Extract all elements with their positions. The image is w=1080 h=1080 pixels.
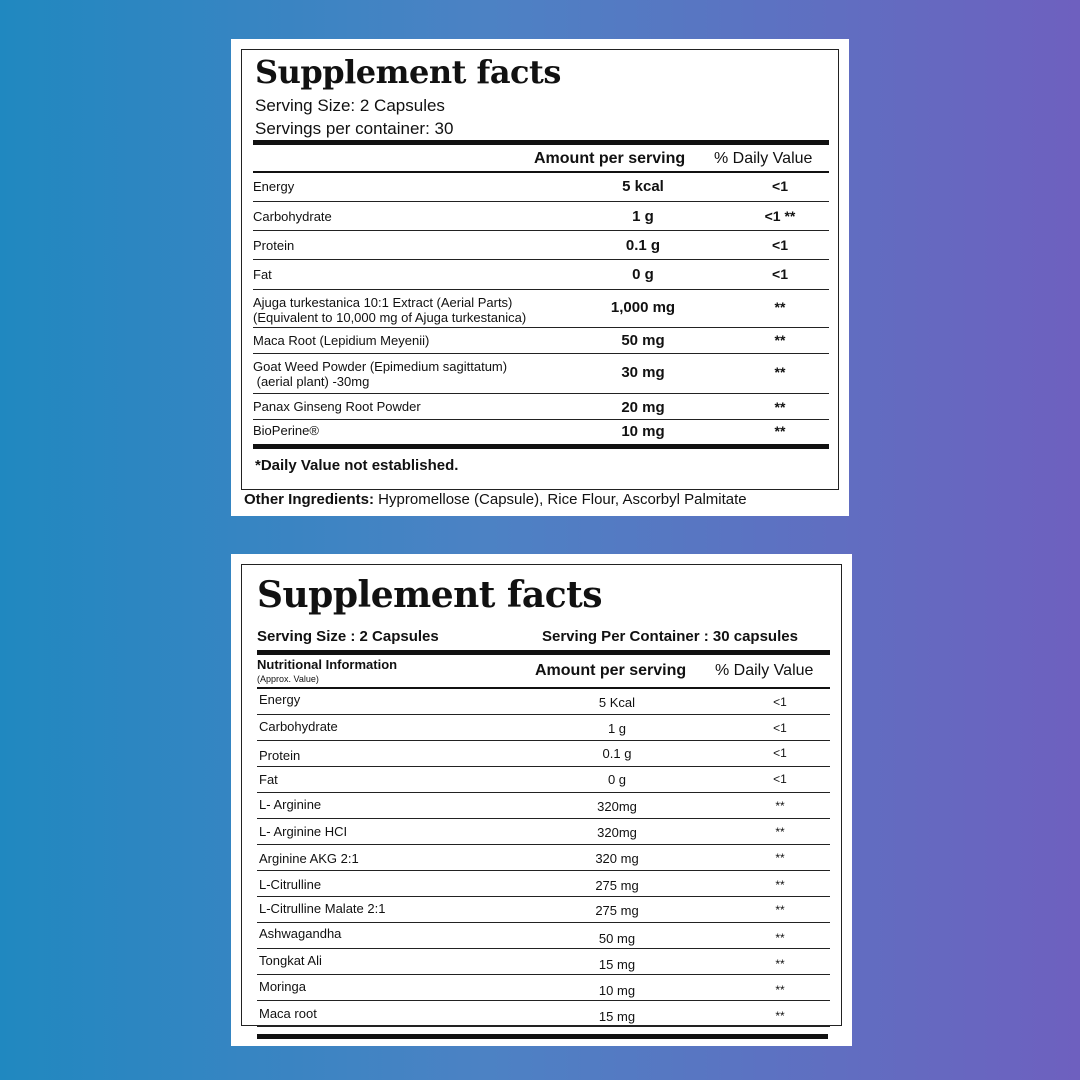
daily-value: ** xyxy=(775,878,785,892)
daily-value: ** xyxy=(775,931,785,945)
nutrient-name: Panax Ginseng Root Powder xyxy=(253,399,421,414)
nutrient-amount: 0 g xyxy=(607,772,627,787)
nutrient-amount: 10 mg xyxy=(621,423,665,440)
supplement-facts-label-bottom xyxy=(231,554,852,1046)
table-row xyxy=(257,741,830,767)
other-ingredients-list: Hypromellose (Capsule), Rice Flour, Ascorbyl Palmitate xyxy=(374,491,747,508)
nutritional-info-subheading: (Approx. Value) xyxy=(257,674,319,684)
nutrient-amount: 1 g xyxy=(632,208,654,225)
daily-value: ** xyxy=(774,399,786,415)
nutrient-amount: 320mg xyxy=(597,799,637,814)
daily-value: <1 xyxy=(773,721,787,735)
row-divider xyxy=(257,1026,830,1028)
daily-value: <1 xyxy=(772,266,788,282)
nutrient-name: Goat Weed Powder (Epimedium sagittatum) (aerial plant) -30mg xyxy=(253,359,508,389)
table-row xyxy=(253,260,829,290)
table-row xyxy=(253,290,829,328)
thick-divider xyxy=(257,650,830,655)
table-row xyxy=(257,689,830,715)
table-row xyxy=(257,845,830,871)
nutrient-amount: 0 g xyxy=(632,266,654,283)
header-amount-per-serving: Amount per serving xyxy=(535,662,687,679)
daily-value: ** xyxy=(774,299,786,315)
nutrient-amount: 30 mg xyxy=(621,364,665,381)
nutrient-amount: 320mg xyxy=(597,825,637,840)
other-ingredients xyxy=(244,491,747,508)
nutrient-amount: 50 mg xyxy=(598,931,636,946)
daily-value: <1 xyxy=(772,237,788,253)
daily-value: <1 xyxy=(773,772,787,786)
nutrient-amount: 0.1 g xyxy=(625,237,661,254)
header-daily-value: % Daily Value xyxy=(714,150,813,167)
table-row xyxy=(257,1001,830,1027)
table-row xyxy=(253,394,829,420)
daily-value: ** xyxy=(775,1009,785,1023)
serving-size: Serving Size: 2 Capsules xyxy=(255,96,445,115)
nutrient-name: Ashwagandha xyxy=(259,926,342,941)
thick-divider xyxy=(253,444,829,449)
nutrient-name: Fat xyxy=(259,772,278,787)
table-row xyxy=(257,793,830,819)
daily-value: ** xyxy=(775,799,785,813)
table-row xyxy=(257,871,830,897)
other-ingredients-label: Other Ingredients: xyxy=(244,491,375,508)
daily-value: <1 xyxy=(773,695,787,709)
table-row xyxy=(257,897,830,923)
footnote: *Daily Value not established. xyxy=(255,457,459,474)
nutrient-name: BioPerine® xyxy=(253,423,319,438)
daily-value: <1 xyxy=(773,746,787,760)
nutrient-name: L-Citrulline xyxy=(259,877,322,892)
table-row xyxy=(257,819,830,845)
table-row xyxy=(253,202,829,231)
nutrient-amount: 1,000 mg xyxy=(610,299,676,316)
daily-value: ** xyxy=(774,332,786,348)
nutrient-amount: 0.1 g xyxy=(602,746,632,761)
nutrient-name: Carbohydrate xyxy=(253,209,332,224)
nutrient-amount: 320 mg xyxy=(595,851,639,866)
table-row xyxy=(257,923,830,949)
nutrient-name: Maca Root (Lepidium Meyenii) xyxy=(253,333,430,348)
table-row xyxy=(253,231,829,260)
nutrient-amount: 1 g xyxy=(607,721,627,736)
nutrient-amount: 20 mg xyxy=(621,399,665,416)
nutrient-name: Protein xyxy=(259,748,301,763)
nutrient-amount: 275 mg xyxy=(595,903,639,918)
bottom-thick-divider xyxy=(257,1034,828,1039)
table-row xyxy=(253,420,829,445)
nutrient-name: L- Arginine xyxy=(259,797,322,812)
nutrient-name: L- Arginine HCI xyxy=(259,824,348,839)
nutritional-info-heading: Nutritional Information xyxy=(257,657,398,672)
table-row xyxy=(257,975,830,1001)
nutrient-name: Carbohydrate xyxy=(259,719,338,734)
daily-value: ** xyxy=(775,851,785,865)
header-amount-per-serving: Amount per serving xyxy=(534,150,686,167)
label-title: Supplement facts xyxy=(257,574,603,616)
header-daily-value: % Daily Value xyxy=(715,662,814,679)
servings-per-container: Servings per container: 30 xyxy=(255,119,454,138)
table-row xyxy=(253,173,829,202)
table-row xyxy=(257,715,830,741)
nutrient-name: Arginine AKG 2:1 xyxy=(259,851,359,866)
thick-divider xyxy=(253,140,829,145)
daily-value: ** xyxy=(775,957,785,971)
nutrient-name: Fat xyxy=(253,267,272,282)
nutrient-name: Energy xyxy=(259,692,301,707)
daily-value: ** xyxy=(775,903,785,917)
nutrient-name: Maca root xyxy=(259,1006,317,1021)
nutrient-name: Protein xyxy=(253,238,295,253)
nutrient-amount: 10 mg xyxy=(598,983,636,998)
nutrient-amount: 5 Kcal xyxy=(598,695,636,710)
daily-value: <1 xyxy=(772,178,788,194)
table-row xyxy=(257,949,830,975)
nutrient-amount: 50 mg xyxy=(621,332,665,349)
daily-value: ** xyxy=(774,423,786,439)
nutrient-name: Tongkat Ali xyxy=(259,953,322,968)
table-row xyxy=(253,354,829,394)
supplement-facts-label-top xyxy=(231,39,849,516)
daily-value: ** xyxy=(775,825,785,839)
daily-value: ** xyxy=(774,364,786,380)
nutrient-name: L-Citrulline Malate 2:1 xyxy=(259,901,386,916)
nutrient-name: Moringa xyxy=(259,979,306,994)
table-row xyxy=(253,328,829,354)
label-title: Supplement facts xyxy=(255,53,561,91)
nutrient-amount: 15 mg xyxy=(598,957,636,972)
servings-per-container: Serving Per Container : 30 capsules xyxy=(542,628,798,645)
daily-value: <1 ** xyxy=(764,208,796,224)
table-row xyxy=(257,767,830,793)
nutrient-amount: 15 mg xyxy=(598,1009,636,1024)
daily-value: ** xyxy=(775,983,785,997)
serving-size: Serving Size : 2 Capsules xyxy=(257,628,439,645)
nutrient-name: Energy xyxy=(253,179,295,194)
nutrient-amount: 5 kcal xyxy=(622,178,664,195)
nutrient-amount: 275 mg xyxy=(595,878,639,893)
nutrient-name: Ajuga turkestanica 10:1 Extract (Aerial Parts) (Equivalent to 10,000 mg of Ajuga turkestanica) xyxy=(253,295,527,325)
